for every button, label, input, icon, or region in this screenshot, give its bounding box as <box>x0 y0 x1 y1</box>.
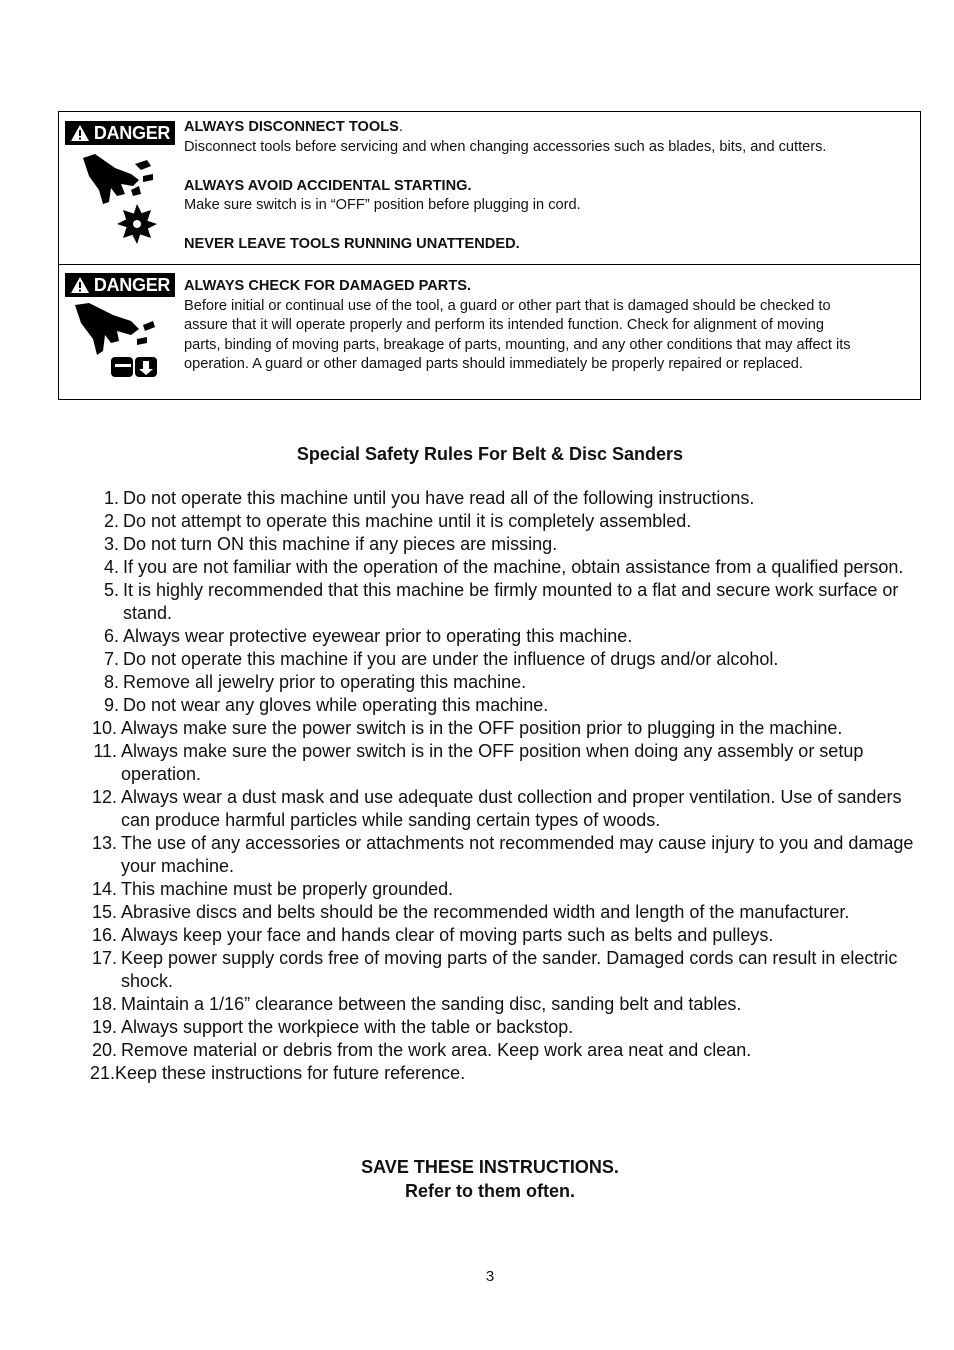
danger-badge <box>65 273 175 297</box>
rule-number: 6. <box>103 626 119 646</box>
rule-number: 21. <box>89 1063 115 1083</box>
hand-gear-icon <box>81 154 167 246</box>
page-number: 3 <box>485 1268 495 1285</box>
rule-item <box>88 947 918 993</box>
rule-number: 4. <box>103 557 119 577</box>
rule-text: Remove all jewelry prior to operating this machine. <box>123 672 527 692</box>
rule-text: Keep power supply cords free of moving parts of the sander. Damaged cords can result in electric shock. <box>121 948 898 991</box>
rule-item <box>88 694 918 717</box>
rule-number: 11. <box>93 741 117 761</box>
rule-item <box>88 533 918 556</box>
rule-text: Always make sure the power switch is in the OFF position prior to plugging in the machine. <box>121 718 843 738</box>
rule-number: 12. <box>91 787 117 807</box>
rule-text: Do not turn ON this machine if any pieces are missing. <box>123 534 558 554</box>
rule-text: Keep these instructions for future reference. <box>115 1063 466 1083</box>
rule-number: 9. <box>103 695 119 715</box>
rule-item <box>88 1016 918 1039</box>
section-title: Special Safety Rules For Belt & Disc Sanders <box>296 444 684 464</box>
rule-text: Always wear protective eyewear prior to operating this machine. <box>123 626 633 646</box>
danger-body-line: Before initial or continual use of the tool, a guard or other part that is damaged should be checked to <box>184 297 831 314</box>
rule-text: If you are not familiar with the operation of the machine, obtain assistance from a qualified person. <box>123 557 904 577</box>
rule-number: 2. <box>103 511 119 531</box>
save-line-2: Refer to them often. <box>404 1181 575 1201</box>
rule-number: 18. <box>91 994 117 1014</box>
rule-item <box>88 717 918 740</box>
rule-text: Abrasive discs and belts should be the recommended width and length of the manufacturer. <box>121 902 850 922</box>
danger-badge-label: DANGER <box>93 274 171 295</box>
danger-block-disconnect <box>59 112 920 265</box>
danger-heading-damaged-parts: ALWAYS CHECK FOR DAMAGED PARTS. <box>184 278 472 294</box>
rule-number: 20. <box>91 1040 117 1060</box>
save-line-1: SAVE THESE INSTRUCTIONS. <box>361 1157 619 1177</box>
rule-item <box>88 901 918 924</box>
danger-body-line: assure that it will operate properly and perform its intended function. Check for alignment of moving <box>184 317 825 333</box>
rule-item <box>88 832 918 878</box>
save-instructions <box>0 1155 954 1203</box>
rule-text: Do not operate this machine until you have read all of the following instructions. <box>123 488 755 508</box>
rule-number: 16. <box>91 925 117 945</box>
rule-text: Always support the workpiece with the table or backstop. <box>121 1017 574 1037</box>
rule-text: Always keep your face and hands clear of moving parts such as belts and pulleys. <box>121 925 774 945</box>
rule-item <box>88 740 918 786</box>
rule-item <box>88 487 918 510</box>
rule-number: 5. <box>103 580 119 600</box>
rule-text: Remove material or debris from the work area. Keep work area neat and clean. <box>121 1040 752 1060</box>
rule-item <box>88 993 918 1016</box>
safety-rules-list <box>88 487 918 1085</box>
rule-item <box>88 1062 918 1085</box>
rule-number: 8. <box>103 672 119 692</box>
rule-text: Always make sure the power switch is in the OFF position when doing any assembly or setup operation. <box>121 741 864 784</box>
rule-item <box>88 1039 918 1062</box>
rule-text: This machine must be properly grounded. <box>121 879 454 899</box>
rule-number: 13. <box>91 833 117 853</box>
rule-text: The use of any accessories or attachments not recommended may cause injury to you and damage your machine. <box>121 833 914 876</box>
danger-heading-unattended: NEVER LEAVE TOOLS RUNNING UNATTENDED. <box>184 236 520 252</box>
rule-item <box>88 671 918 694</box>
rule-text: Maintain a 1/16” clearance between the sanding disc, sanding belt and tables. <box>121 994 742 1014</box>
rule-text: Do not wear any gloves while operating this machine. <box>123 695 549 715</box>
rule-number: 3. <box>103 534 119 554</box>
rule-number: 7. <box>103 649 119 669</box>
rule-item <box>88 878 918 901</box>
warning-triangle-icon <box>70 276 90 294</box>
rule-text: It is highly recommended that this machine be firmly mounted to a flat and secure work surface or stand. <box>123 580 899 623</box>
hand-broken-part-icon <box>73 303 169 383</box>
danger-heading-accidental-start: ALWAYS AVOID ACCIDENTAL STARTING. <box>184 177 472 194</box>
rule-number: 15. <box>91 902 117 922</box>
danger-heading-disconnect: ALWAYS DISCONNECT TOOLS <box>184 119 399 135</box>
danger-body-line: operation. A guard or other damaged parts should immediately be properly repaired or replaced. <box>184 356 803 372</box>
rule-text: Do not operate this machine if you are under the influence of drugs and/or alcohol. <box>123 649 779 669</box>
warning-triangle-icon <box>70 124 90 142</box>
rule-item <box>88 556 918 579</box>
rule-text: Always wear a dust mask and use adequate dust collection and proper ventilation. Use of sanders can produce harmful particles while sanding certain types of woods. <box>121 787 902 830</box>
danger-text-damaged-parts <box>184 277 916 375</box>
danger-badge <box>65 121 175 145</box>
rule-item <box>88 924 918 947</box>
rule-number: 14. <box>91 879 117 899</box>
danger-block-damaged-parts <box>59 265 920 399</box>
danger-body-disconnect: Disconnect tools before servicing and when changing accessories such as blades, bits, and cutters. <box>184 138 827 155</box>
danger-text-disconnect: ALWAYS DISCONNECT TOOLS. Disconnect tools before servicing and when changing accessories such as blades, bits, and cutters. ALWAYS AVOID ACCIDENTAL STARTING. Make sure switch is in “OFF” position before plugging in cord. NEVER LEAVE TOOLS RUNNING UNATTENDED. <box>184 118 916 255</box>
danger-body-line: parts, binding of moving parts, breakage of parts, mounting, and any other conditions that may affect its <box>184 336 851 353</box>
rule-item <box>88 579 918 625</box>
danger-warnings-table <box>58 111 921 400</box>
rule-item <box>88 510 918 533</box>
rule-number: 1. <box>103 488 119 508</box>
rule-item <box>88 648 918 671</box>
rule-text: Do not attempt to operate this machine until it is completely assembled. <box>123 511 692 531</box>
rule-number: 10. <box>91 718 117 738</box>
rule-item <box>88 625 918 648</box>
rule-item <box>88 786 918 832</box>
rule-number: 17. <box>91 948 117 968</box>
danger-body-accidental-start: Make sure switch is in “OFF” position before plugging in cord. <box>184 197 581 213</box>
danger-badge-label: DANGER <box>93 122 171 143</box>
rule-number: 19. <box>91 1017 117 1037</box>
